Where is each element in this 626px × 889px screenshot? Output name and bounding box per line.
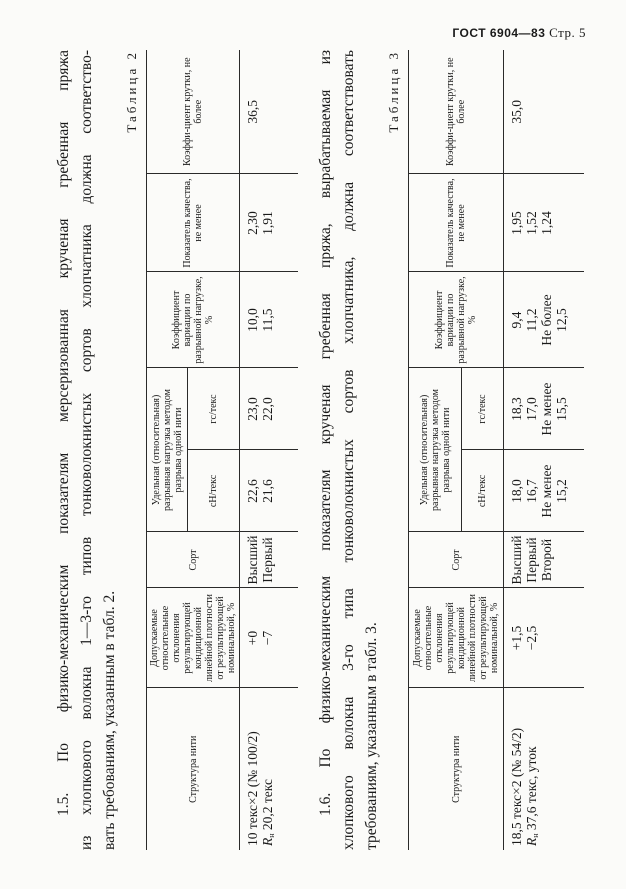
cell-cv: 10,0 11,5: [240, 272, 298, 368]
cell-gs-tex: 23,0 22,0: [240, 368, 298, 450]
paragraph-line: вать требованиям, указанным в табл. 2.: [101, 590, 118, 850]
table-3-caption: Таблица 3: [386, 50, 401, 133]
col-header-cn-tex: сН/текс: [462, 450, 504, 532]
table-3: [408, 50, 584, 850]
paragraph-line: 1.5. По физико-механическим показателям мерсеризованная крученая гребенная пряжа: [55, 50, 72, 816]
col-header-cn-tex: сН/текс: [188, 450, 240, 532]
rotated-page-content: [48, 50, 608, 850]
col-header-quality: Показатель качества, не менее: [147, 174, 240, 272]
table-row: [240, 50, 298, 850]
col-header-structure: Структура нити: [409, 688, 504, 850]
cell-structure: 10 текс×2 (№ 100/2) $R_н$ 20,2 текс: [240, 688, 298, 850]
col-header-strength: Удельная (относительная) разрывная нагрузка методом разрыва одной нити: [147, 368, 188, 532]
cell-twist: 35,0: [504, 50, 584, 174]
cell-grade: Высший Первый: [240, 532, 298, 588]
paragraph-1-5: [52, 50, 121, 850]
col-header-deviation: Допускаемые относительные отклонения результирующей кондиционной линейной плотности от результирующей номинальной, %: [409, 588, 504, 688]
col-header-quality: Показатель качества, не менее: [409, 174, 504, 272]
col-header-strength: Удельная (относительная) разрывная нагрузка методом разрыва одной нити: [409, 368, 462, 532]
col-header-gs-tex: гс/текс: [462, 368, 504, 450]
table-2: [146, 50, 298, 850]
col-header-structure: Структура нити: [147, 688, 240, 850]
table-2-caption: Таблица 2: [124, 50, 139, 133]
col-header-grade: Сорт: [409, 532, 504, 588]
col-header-deviation: Допускаемые относительные отклонения результирующей кондиционной линейной плотности от результирующей номинальной, %: [147, 588, 240, 688]
paragraph-1-6: [314, 50, 383, 850]
cell-cn-tex: 22,6 21,6: [240, 450, 298, 532]
cell-deviation: +0 −7: [240, 588, 298, 688]
col-header-cv: Коэффициент вариации по разрывной нагрузке, %: [409, 272, 504, 368]
paragraph-line: 1.6. По физико-механическим показателям крученая гребенная пряжа, вырабатываемая из: [317, 50, 334, 816]
col-header-gs-tex: гс/текс: [188, 368, 240, 450]
col-header-twist: Коэффи-циент крутки, не более: [147, 50, 240, 174]
cell-structure: 18,5 текс×2 (№ 54/2) $R_н$ 37,6 текс, уток: [504, 688, 584, 850]
cell-cv: 9,4 11,2 Не более 12,5: [504, 272, 584, 368]
table-row: [504, 50, 584, 850]
cell-deviation: +1,5 −2,5: [504, 588, 584, 688]
col-header-twist: Коэффи-циент крутки, не более: [409, 50, 504, 174]
cell-cn-tex: 18,0 16,7 Не менее 15,2: [504, 450, 584, 532]
page-number: Стр. 5: [549, 25, 586, 40]
cell-twist: 36,5: [240, 50, 298, 174]
paragraph-line: требованиям, указанным в табл. 3.: [363, 622, 380, 850]
paragraph-line: из хлопкового волокна 1—3-го типов тонковолокнистых сортов хлопчатника должна соответство-: [78, 50, 95, 850]
gost-number: ГОСТ 6904—83: [452, 26, 546, 40]
cell-quality: 2,30 1,91: [240, 174, 298, 272]
cell-grade: Высший Первый Второй: [504, 532, 584, 588]
col-header-grade: Сорт: [147, 532, 240, 588]
paragraph-line: хлопкового волокна 3-го типа тонковолокнистых сортов хлопчатника, должна соответствовать: [340, 50, 357, 850]
col-header-cv: Коэффициент вариации по разрывной нагрузке, %: [147, 272, 240, 368]
cell-quality: 1,95 1,52 1,24: [504, 174, 584, 272]
cell-gs-tex: 18,3 17,0 Не менее 15,5: [504, 368, 584, 450]
page-header: [452, 25, 586, 41]
